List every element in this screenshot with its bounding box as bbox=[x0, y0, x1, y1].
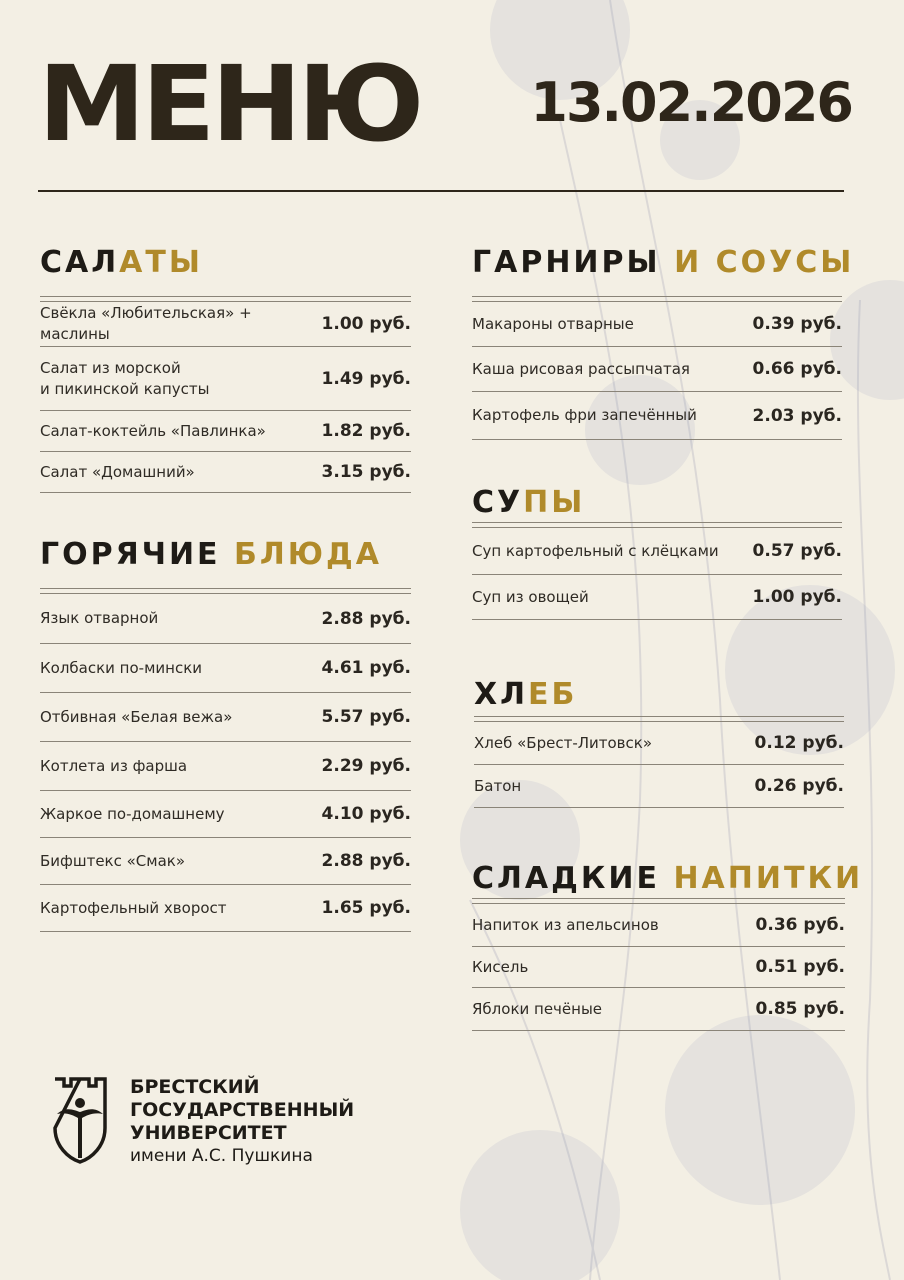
menu-item bbox=[40, 644, 411, 693]
header-divider bbox=[38, 190, 844, 192]
section-title-bread: ХЛЕБ bbox=[474, 677, 578, 712]
section-sweet-drinks bbox=[472, 861, 864, 1031]
menu-item bbox=[472, 528, 842, 575]
menu-item bbox=[40, 838, 411, 885]
university-name bbox=[130, 1076, 354, 1168]
section-soups bbox=[472, 485, 842, 620]
university-name-line: УНИВЕРСИТЕТ bbox=[130, 1122, 287, 1144]
section-title-sides-sauces: ГАРНИРЫ И СОУСЫ bbox=[472, 245, 855, 280]
item-price: 0.26 руб. bbox=[754, 776, 844, 796]
item-price: 2.03 руб. bbox=[752, 405, 842, 426]
section-salads bbox=[40, 245, 411, 493]
menu-item bbox=[40, 594, 411, 644]
item-name: Кисель bbox=[472, 957, 529, 976]
menu-item bbox=[40, 742, 411, 791]
item-price: 3.15 руб. bbox=[321, 462, 411, 482]
item-name: Хлеб «Брест-Литовск» bbox=[474, 733, 652, 752]
item-price: 1.00 руб. bbox=[752, 587, 842, 607]
item-price: 2.88 руб. bbox=[321, 851, 411, 871]
section-sides-sauces bbox=[472, 245, 855, 440]
menu-item bbox=[40, 885, 411, 932]
menu-item bbox=[40, 411, 411, 452]
menu-item bbox=[40, 302, 411, 347]
item-price: 4.10 руб. bbox=[321, 804, 411, 824]
item-price: 0.85 руб. bbox=[755, 999, 845, 1019]
item-price: 1.65 руб. bbox=[321, 898, 411, 918]
item-name: Картофельный хворост bbox=[40, 898, 227, 917]
item-name: Картофель фри запечённый bbox=[472, 406, 697, 424]
section-title-hot-dishes: ГОРЯЧИЕ БЛЮДА bbox=[40, 537, 382, 572]
item-name: Язык отварной bbox=[40, 609, 159, 627]
section-bread bbox=[474, 677, 844, 808]
item-name: Отбивная «Белая вежа» bbox=[40, 707, 233, 726]
item-name: Котлета из фарша bbox=[40, 756, 188, 775]
item-price: 0.51 руб. bbox=[755, 957, 845, 977]
item-price: 2.29 руб. bbox=[321, 756, 411, 776]
university-name-line: БРЕСТСКИЙ bbox=[130, 1076, 260, 1098]
menu-item bbox=[472, 904, 845, 947]
item-name: Суп картофельный с клёцками bbox=[472, 541, 719, 560]
menu-item bbox=[474, 765, 844, 808]
menu-item bbox=[40, 347, 411, 411]
item-price: 2.88 руб. bbox=[321, 608, 411, 629]
menu-item bbox=[472, 988, 845, 1031]
item-name: Макароны отварные bbox=[472, 314, 634, 333]
menu-item bbox=[472, 302, 842, 347]
item-price: 5.57 руб. bbox=[321, 707, 411, 727]
item-price: 0.57 руб. bbox=[752, 541, 842, 561]
menu-item bbox=[472, 947, 845, 988]
item-price: 0.12 руб. bbox=[754, 733, 844, 753]
item-price: 0.39 руб. bbox=[752, 314, 842, 334]
item-price: 1.49 руб. bbox=[321, 368, 411, 389]
item-name: Салат «Домашний» bbox=[40, 462, 195, 481]
menu-item bbox=[40, 791, 411, 838]
section-title-soups: СУПЫ bbox=[472, 485, 586, 520]
item-name: Свёкла «Любительская» + маслины bbox=[40, 304, 252, 343]
item-name: Салат-коктейль «Павлинка» bbox=[40, 421, 266, 440]
item-name: Бифштекс «Смак» bbox=[40, 851, 186, 870]
menu-item bbox=[40, 693, 411, 742]
section-title-sweet-drinks: СЛАДКИЕ НАПИТКИ bbox=[472, 861, 864, 896]
page-title: МЕНЮ bbox=[38, 43, 421, 165]
item-name: Салат из морской и пикинской капусты bbox=[40, 358, 210, 398]
university-name-line: ГОСУДАРСТВЕННЫЙ bbox=[130, 1099, 355, 1121]
item-name: Суп из овощей bbox=[472, 587, 589, 606]
item-price: 4.61 руб. bbox=[321, 658, 411, 678]
menu-item bbox=[472, 347, 842, 392]
university-emblem-icon bbox=[52, 1076, 108, 1164]
menu-item bbox=[40, 452, 411, 493]
university-name-subtitle: имени А.С. Пушкина bbox=[130, 1146, 313, 1166]
item-name: Батон bbox=[474, 776, 522, 795]
item-name: Каша рисовая рассыпчатая bbox=[472, 359, 690, 378]
item-name: Напиток из апельсинов bbox=[472, 915, 659, 934]
section-hot-dishes bbox=[40, 537, 411, 932]
item-name: Яблоки печёные bbox=[472, 999, 603, 1018]
item-price: 0.66 руб. bbox=[752, 359, 842, 379]
item-price: 1.00 руб. bbox=[321, 314, 411, 334]
menu-date: 13.02.2026 bbox=[530, 71, 852, 134]
item-name: Жаркое по-домашнему bbox=[40, 804, 225, 823]
section-title-salads: САЛАТЫ bbox=[40, 245, 203, 280]
item-name: Колбаски по-мински bbox=[40, 658, 203, 677]
menu-item bbox=[472, 392, 842, 440]
menu-item bbox=[472, 575, 842, 620]
item-price: 0.36 руб. bbox=[755, 915, 845, 935]
item-price: 1.82 руб. bbox=[321, 421, 411, 441]
menu-item bbox=[474, 722, 844, 765]
